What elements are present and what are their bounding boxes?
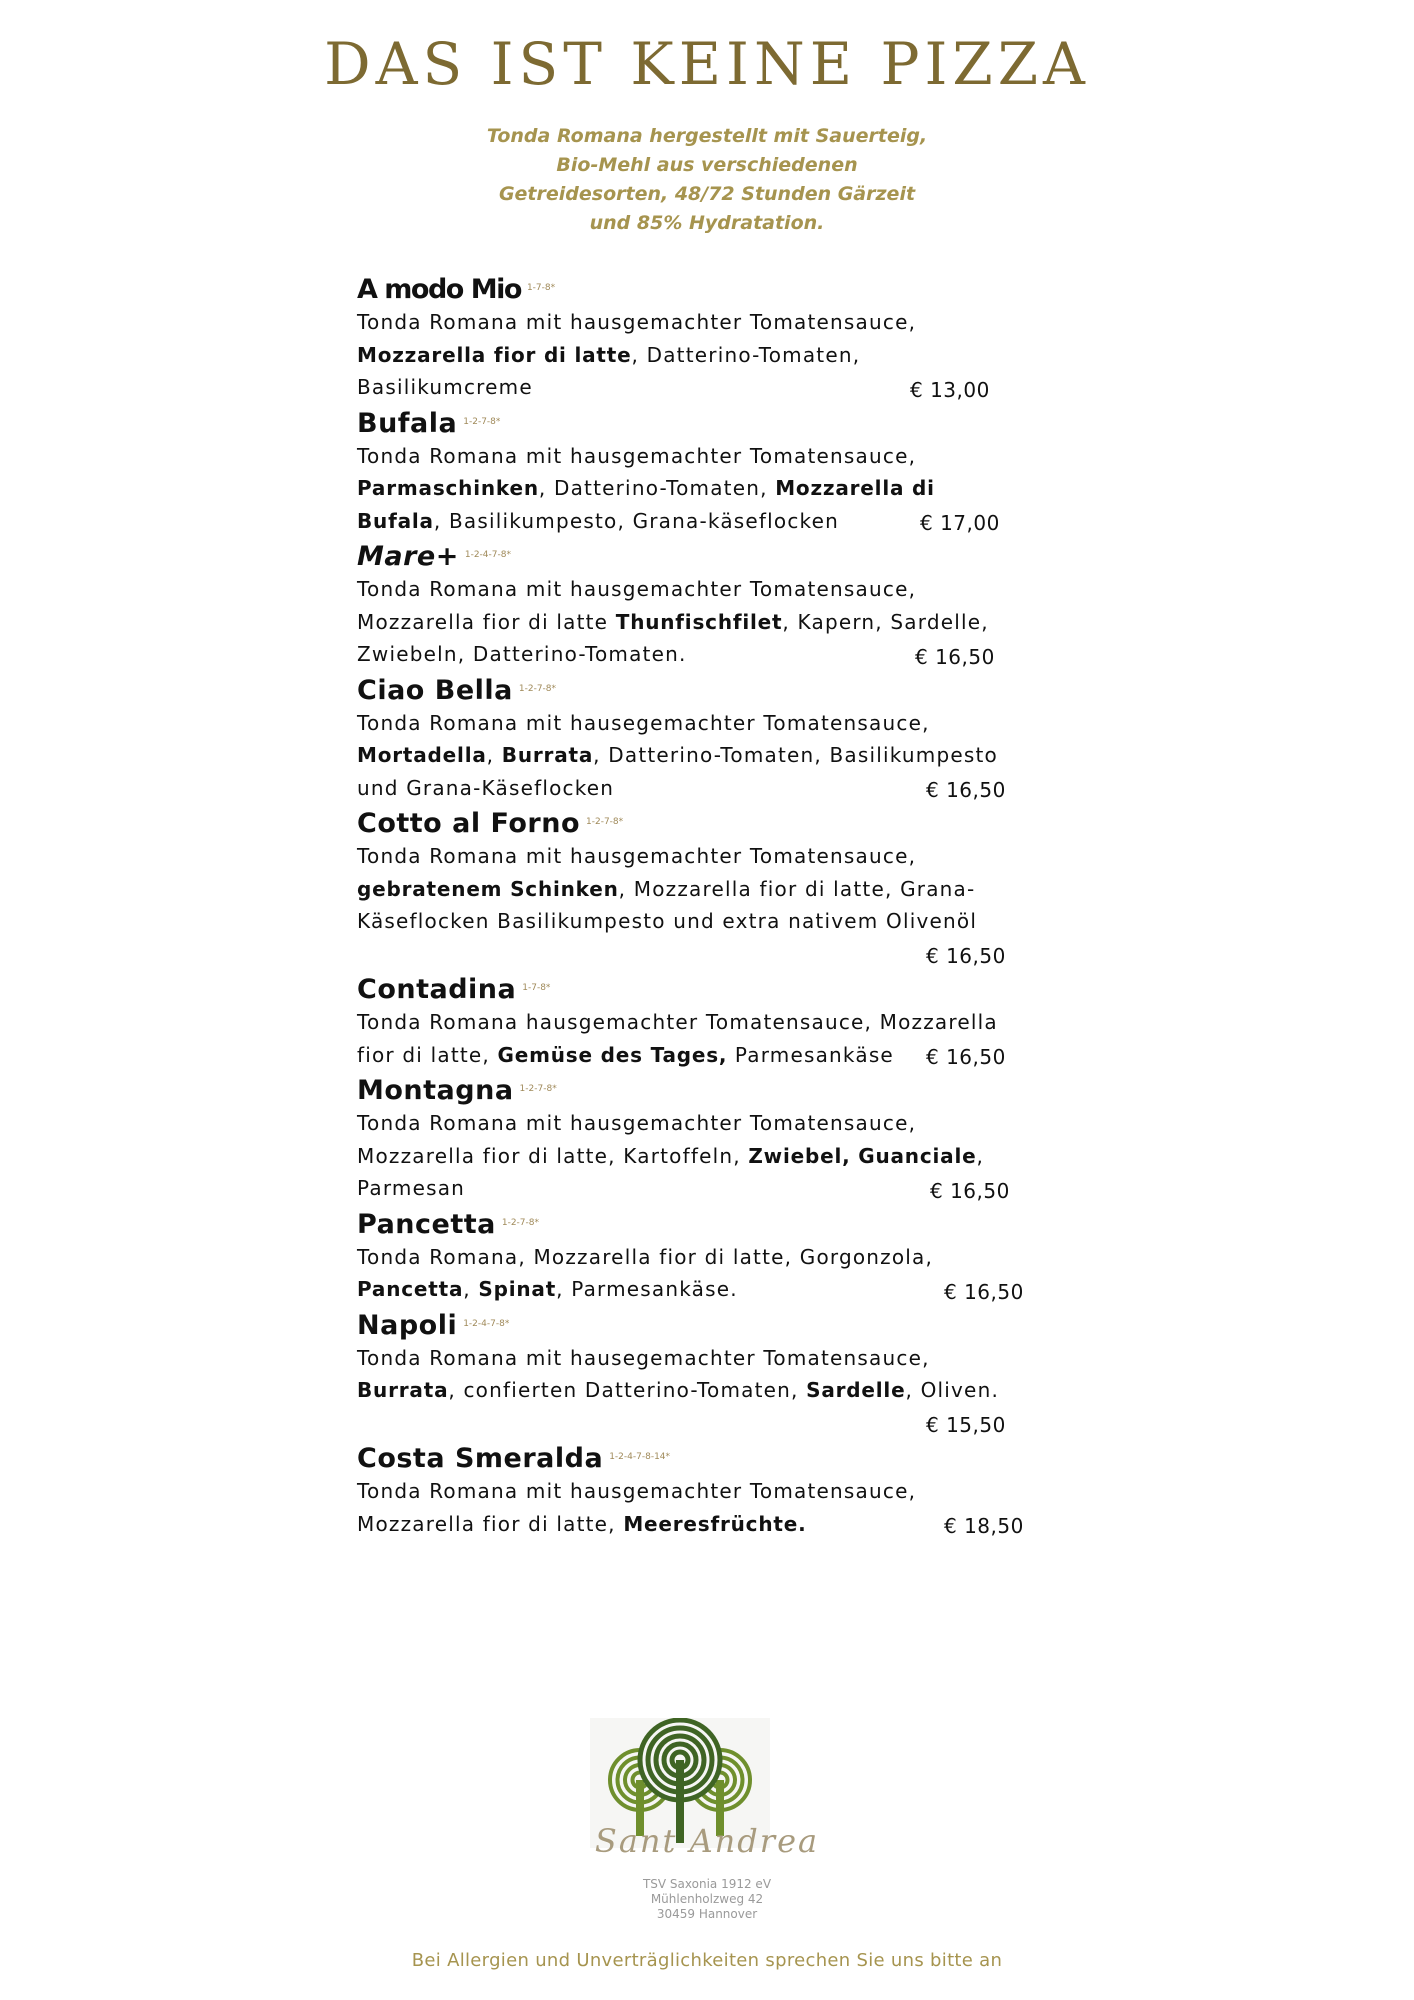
pizza-price: € 15,50 — [926, 1413, 1006, 1437]
club-address — [0, 1877, 1414, 1922]
pizza-name: Montagna — [357, 1075, 514, 1106]
address-line: Mühlenholzweg 42 — [650, 1892, 764, 1906]
pizza-price: € 17,00 — [920, 511, 1000, 535]
allergen-codes: 1-2-7-8* — [501, 1217, 540, 1228]
menu-item-header — [357, 1071, 1077, 1107]
pizza-price: € 16,50 — [915, 644, 995, 669]
allergen-codes: 1-2-7-8* — [463, 416, 501, 427]
signature: Sant Andrea — [594, 1822, 820, 1860]
pizza-price: € 16,50 — [944, 1279, 1024, 1304]
ingredient-text: , confierten Datterino-Tomaten, — [448, 1378, 807, 1402]
ingredient-highlight: Parmaschinken — [357, 476, 539, 500]
ingredient-text: Mozzarella fior di latte — [357, 609, 616, 634]
menu-item-header — [357, 970, 1077, 1006]
subtitle-line: Getreidesorten, 48/72 Stunden Gärzeit — [498, 183, 916, 205]
allergen-codes: 1-7-8* — [522, 983, 551, 993]
allergen-codes: 1-2-7-8* — [518, 683, 557, 694]
ingredient-text: Tonda Romana mit hausegemachter Tomatensauce, — [357, 1345, 930, 1370]
menu-item — [357, 404, 1077, 538]
pizza-price: € 16,50 — [926, 944, 1006, 968]
ingredient-text: fior di latte, — [357, 1042, 498, 1067]
ingredient-text: Tonda Romana mit hausgemachter Tomatensauce, — [357, 844, 917, 868]
menu-item — [357, 1306, 1077, 1440]
description-line — [357, 573, 1077, 606]
description-line — [357, 1140, 1077, 1173]
menu-item-header — [357, 671, 1077, 707]
address-line: TSV Saxonia 1912 eV — [642, 1877, 772, 1891]
ingredient-text: Mozzarella fior di latte, Kartoffeln, — [357, 1143, 749, 1168]
ingredient-text: Tonda Romana mit hausgemachter Tomatensauce, — [357, 1111, 917, 1135]
pizza-name: Napoli — [357, 1309, 458, 1341]
description-line — [357, 1475, 1077, 1508]
page-title: DAS IST KEINE PIZZA — [324, 30, 1090, 98]
menu-item-header — [357, 404, 1077, 440]
pizza-name: A modo Mio — [357, 274, 521, 305]
ingredient-highlight: Thunfischfilet — [615, 609, 783, 634]
description-line — [357, 739, 1077, 772]
ingredient-text: , — [486, 743, 502, 767]
ingredient-text: , Parmesankäse. — [556, 1277, 738, 1301]
allergen-codes: 1-7-8* — [526, 283, 556, 293]
subtitle-line: Bio-Mehl aus verschiedenen — [556, 154, 858, 176]
ingredient-text: Tonda Romana mit hausegemachter Tomatensauce, — [357, 710, 930, 735]
ingredient-text: Tonda Romana mit hausgemachter Tomatensauce, — [357, 310, 917, 334]
allergen-codes: 1-2-4-7-8* — [463, 1318, 510, 1329]
ingredient-text: Tonda Romana mit hausgemachter Tomatensauce, — [357, 577, 917, 601]
ingredient-highlight: Zwiebel, Guanciale — [748, 1143, 977, 1168]
pizza-name: Bufala — [357, 407, 458, 439]
menu-item-header — [357, 804, 1077, 840]
pizza-name: Mare+ — [357, 541, 459, 572]
ingredient-text: Käseflocken Basilikumpesto und extra nativem Olivenöl — [357, 909, 978, 933]
ingredient-text: , — [976, 1143, 985, 1168]
description-line — [357, 306, 1077, 339]
pizza-price: € 16,50 — [930, 1178, 1010, 1203]
menu-item-header — [357, 1306, 1077, 1342]
pizza-price: € 18,50 — [944, 1514, 1024, 1538]
pizza-menu — [357, 270, 1077, 1540]
description-line — [357, 606, 1077, 639]
menu-item-header — [357, 270, 1077, 306]
ingredient-text: , Datterino-Tomaten, Basilikumpesto — [593, 743, 998, 767]
pizza-price: € 16,50 — [926, 1045, 1006, 1069]
description-line — [357, 1374, 1077, 1407]
address-line: 30459 Hannover — [656, 1907, 758, 1921]
pizza-name: Ciao Bella — [357, 674, 513, 706]
description-line — [357, 1342, 1077, 1375]
allergen-codes: 1-2-7-8* — [519, 1084, 557, 1094]
ingredient-text: , Kapern, Sardelle, — [782, 609, 989, 634]
subtitle — [457, 122, 957, 238]
ingredient-highlight: Mortadella — [357, 743, 487, 767]
description-line — [357, 707, 1077, 740]
description-line — [357, 1006, 1077, 1039]
description-line — [357, 873, 1077, 906]
ingredient-highlight: Gemüse des Tages, — [497, 1042, 728, 1067]
description-line — [357, 440, 1077, 473]
ingredient-highlight: Bufala — [357, 508, 434, 533]
ingredient-text: , Mozzarella fior di latte, Grana- — [618, 876, 976, 901]
menu-item — [357, 1071, 1077, 1205]
description-line — [357, 840, 1077, 873]
pizza-price: € 13,00 — [910, 377, 990, 402]
ingredient-text: und Grana-Käseflocken — [357, 775, 615, 800]
pizza-name: Pancetta — [357, 1208, 496, 1240]
menu-item-header — [357, 1205, 1077, 1241]
menu-item — [357, 804, 1077, 970]
menu-item — [357, 970, 1077, 1071]
ingredient-text: , Basilikumpesto, Grana-käseflocken — [433, 508, 839, 533]
ingredient-highlight: Burrata — [501, 743, 594, 767]
ingredient-highlight: Sardelle — [806, 1378, 906, 1402]
ingredient-text: Zwiebeln, Datterino-Tomaten. — [357, 642, 687, 666]
allergen-codes: 1-2-4-7-8* — [464, 550, 511, 560]
description-line — [357, 339, 1077, 372]
menu-item — [357, 270, 1077, 404]
ingredient-text: Parmesan — [357, 1176, 466, 1200]
ingredient-highlight: Meeresfrüchte. — [623, 1511, 807, 1536]
ingredient-text: Tonda Romana mit hausgemachter Tomatensauce, — [357, 443, 917, 468]
menu-item — [357, 537, 1077, 671]
menu-item-header — [357, 1439, 1077, 1475]
pizza-price: € 16,50 — [926, 778, 1006, 802]
description-line — [357, 472, 1077, 505]
subtitle-line: und 85% Hydratation. — [589, 212, 825, 234]
allergy-notice: Bei Allergien und Unverträglichkeiten sprechen Sie uns bitte an — [411, 1950, 1003, 1971]
ingredient-text: , Datterino-Tomaten, — [538, 476, 776, 500]
pizza-name: Costa Smeralda — [357, 1443, 604, 1474]
ingredient-text: , Oliven. — [905, 1378, 999, 1402]
ingredient-highlight: gebratenem Schinken — [357, 876, 619, 901]
ingredient-highlight: Mozzarella di — [775, 476, 935, 500]
allergen-codes: 1-2-4-7-8-14* — [609, 1452, 671, 1462]
ingredient-text: Mozzarella fior di latte, — [357, 1511, 624, 1536]
ingredient-highlight: Pancetta — [357, 1277, 464, 1301]
ingredient-text: Tonda Romana, Mozzarella fior di latte, Gorgonzola, — [357, 1244, 934, 1269]
pizza-name: Contadina — [357, 974, 517, 1005]
ingredient-highlight: Spinat — [478, 1277, 557, 1301]
pizza-name: Cotto al Forno — [357, 808, 580, 839]
menu-item-header — [357, 537, 1077, 573]
subtitle-line: Tonda Romana hergestellt mit Sauerteig, — [486, 125, 928, 147]
ingredient-text: Basilikumcreme — [357, 375, 533, 399]
ingredient-text: Tonda Romana hausgemachter Tomatensauce, Mozzarella — [357, 1010, 998, 1034]
description-line — [357, 1107, 1077, 1140]
menu-item — [357, 1439, 1077, 1540]
ingredient-highlight: Burrata — [357, 1378, 449, 1402]
menu-item — [357, 671, 1077, 805]
ingredient-highlight: Mozzarella fior di latte — [357, 342, 632, 367]
description-line — [357, 905, 1077, 938]
ingredient-text: Parmesankäse — [727, 1042, 894, 1067]
allergen-codes: 1-2-7-8* — [586, 817, 624, 827]
ingredient-text: , Datterino-Tomaten, — [631, 342, 861, 367]
ingredient-text: , — [463, 1277, 479, 1301]
description-line — [357, 1241, 1077, 1274]
ingredient-text: Tonda Romana mit hausgemachter Tomatensauce, — [357, 1479, 917, 1503]
menu-item — [357, 1205, 1077, 1306]
